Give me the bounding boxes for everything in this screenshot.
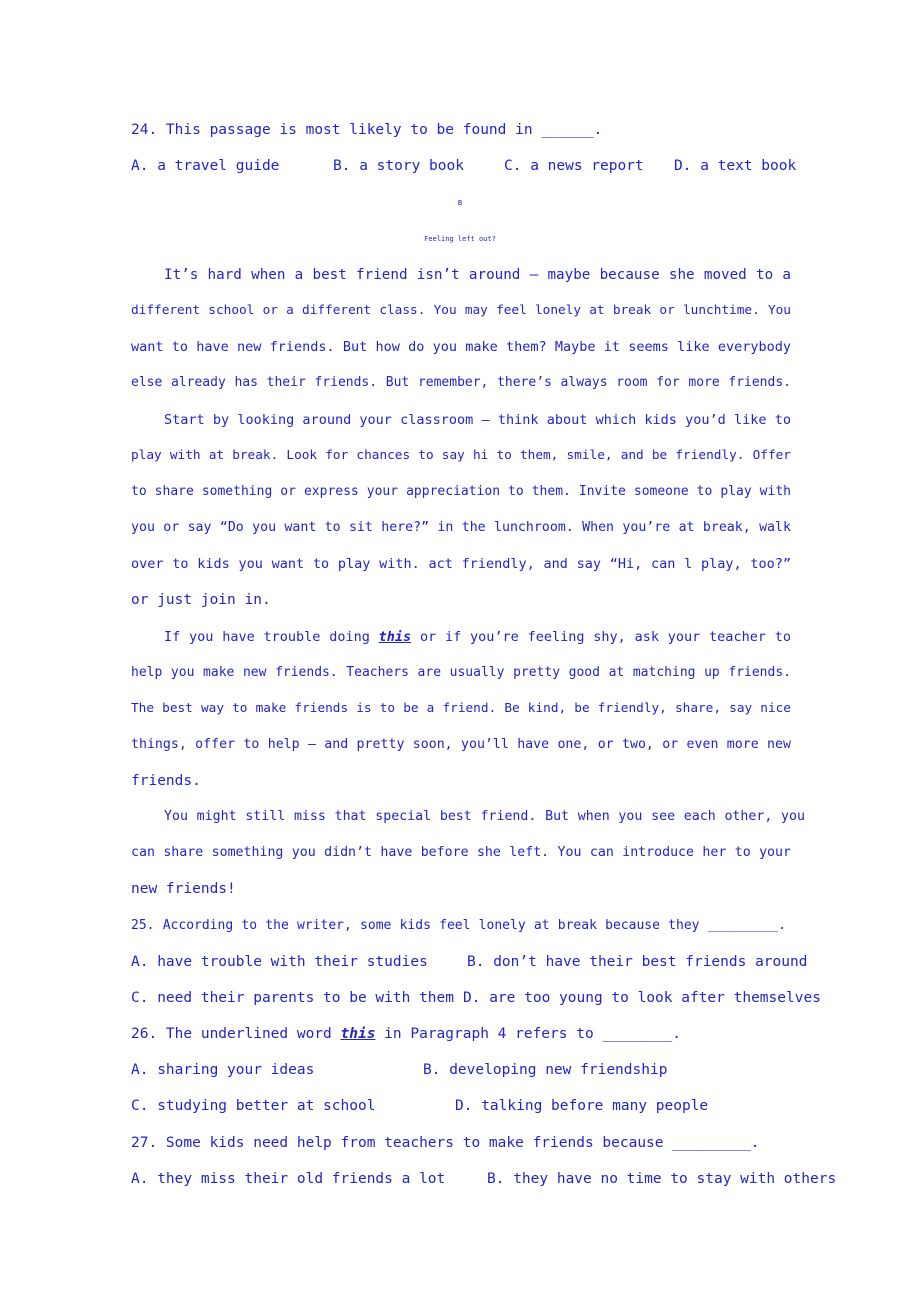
q25-option-a: A. have trouble with their studies <box>131 954 428 970</box>
p2-line-2: play with at break. Look for chances to say hi to them, smile, and be friendly. Offer <box>131 448 791 463</box>
underlined-word-this: this <box>378 629 412 645</box>
q26-stem <box>131 1024 791 1044</box>
q27-option-a: A. they miss their old friends a lot <box>131 1171 446 1187</box>
p4-line-1: You might still miss that special best friend. But when you see each other, you <box>164 809 805 824</box>
q24-option-d: D. a text book <box>674 158 797 174</box>
q27-stem: 27. Some kids need help from teachers to make friends because _________. <box>131 1135 760 1151</box>
passage-title: Feeling left out? <box>424 235 496 243</box>
p3-text-after: or if you’re feeling shy, ask your teacher to <box>411 629 791 645</box>
p1-line-2: different school or a different class. You may feel lonely at break or lunchtime. You <box>131 303 791 318</box>
p4-line-2: can share something you didn’t have before she left. You can introduce her to your <box>131 845 791 860</box>
q26-underlined-word: this <box>340 1026 376 1042</box>
p3-line-5: friends. <box>131 773 201 789</box>
q24-option-b: B. a story book <box>333 158 464 174</box>
q25-option-c: C. need their parents to be with them <box>131 990 455 1006</box>
p2-line-1: Start by looking around your classroom — think about which kids you’d like to <box>164 412 791 428</box>
p3-line-4: things, offer to help — and pretty soon, you’ll have one, or two, or even more new <box>131 737 791 752</box>
p1-line-4: else already has their friends. But remember, there’s always room for more friends. <box>131 375 791 390</box>
p4-line-3: new friends! <box>131 881 236 897</box>
p3-line-1 <box>164 627 791 647</box>
p1-line-1: It’s hard when a best friend isn’t around — maybe because she moved to a <box>164 267 791 283</box>
q25-option-b: B. don’t have their best friends around <box>467 954 808 970</box>
p2-line-3: to share something or express your appreciation to them. Invite someone to play with <box>131 484 791 499</box>
q24-stem: 24. This passage is most likely to be found in ______. <box>131 122 603 138</box>
p2-line-6: or just join in. <box>131 592 271 608</box>
p3-line-2: help you make new friends. Teachers are usually pretty good at matching up friends. <box>131 665 791 680</box>
q26-stem-after: in Paragraph 4 refers to ________. <box>375 1026 681 1042</box>
p3-line-3: The best way to make friends is to be a friend. Be kind, be friendly, share, say nice <box>131 701 791 716</box>
q26-option-d: D. talking before many people <box>455 1098 709 1114</box>
q24-option-a: A. a travel guide <box>131 158 280 174</box>
q26-option-b: B. developing new friendship <box>423 1062 668 1078</box>
q26-stem-before: 26. The underlined word <box>131 1026 341 1042</box>
p3-text-before: If you have trouble doing <box>164 629 379 645</box>
q27-option-b: B. they have no time to stay with others <box>487 1171 837 1187</box>
p1-line-3: want to have new friends. But how do you make them? Maybe it seems like everybody <box>131 339 791 355</box>
q25-stem: 25. According to the writer, some kids feel lonely at break because they _________. <box>131 918 786 933</box>
p2-line-5: over to kids you want to play with. act friendly, and say “Hi, can l play, too?” <box>131 556 791 572</box>
q24-option-c: C. a news report <box>504 158 644 174</box>
p2-line-4: you or say “Do you want to sit here?” in the lunchroom. When you’re at break, walk <box>131 520 791 535</box>
q26-option-c: C. studying better at school <box>131 1098 376 1114</box>
q26-option-a: A. sharing your ideas <box>131 1062 315 1078</box>
section-letter: B <box>457 199 463 207</box>
q25-option-d: D. are too young to look after themselves <box>463 990 821 1006</box>
